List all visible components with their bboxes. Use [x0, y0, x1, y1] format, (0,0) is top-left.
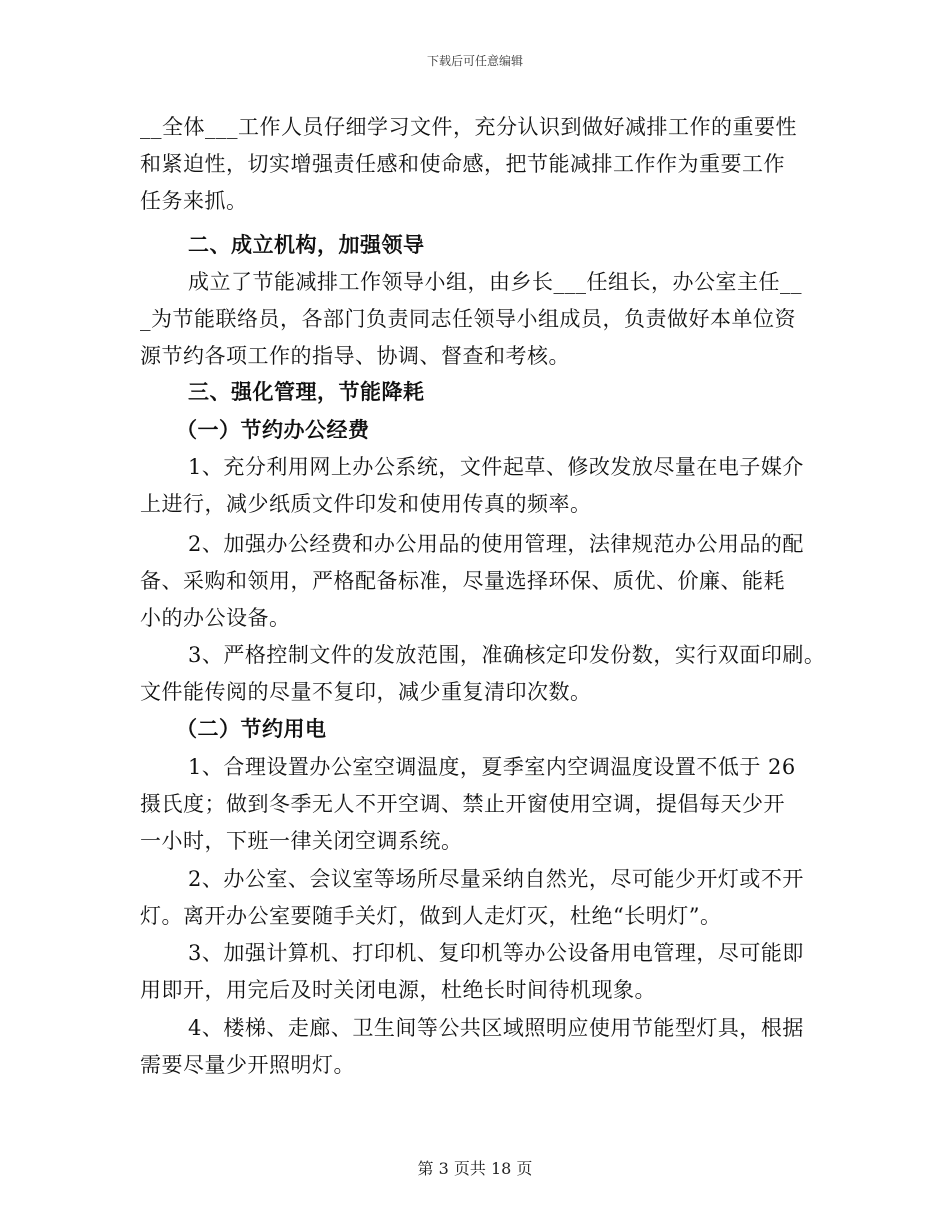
body-text-line: 1、充分利用网上办公系统，文件起草、修改发放尽量在电子媒介: [188, 455, 804, 479]
body-text-line: 源节约各项工作的指导、协调、督查和考核。: [140, 344, 570, 368]
body-text-line: 文件能传阅的尽量不复印，减少重复清印次数。: [140, 680, 592, 704]
body-text-line: 3、严格控制文件的发放范围，准确核定印发份数，实行双面印刷。: [188, 643, 826, 667]
body-text-line: 4、楼梯、走廊、卫生间等公共区域照明应使用节能型灯具，根据: [188, 1016, 804, 1040]
body-text-line: 需要尽量少开照明灯。: [140, 1053, 355, 1077]
body-text-line: 任务来抓。: [140, 189, 248, 213]
body-text-line: __全体___工作人员仔细学习文件，充分认识到做好减排工作的重要性: [140, 115, 797, 139]
body-text-line: 和紧迫性，切实增强责任感和使命感，把节能减排工作作为重要工作: [140, 152, 785, 176]
body-text-line: 一小时，下班一律关闭空调系统。: [140, 829, 463, 853]
body-text-line: 小的办公设备。: [140, 606, 291, 630]
page-footer: 第 3 页共 18 页: [417, 1159, 533, 1178]
body-text-line: 3、加强计算机、打印机、复印机等办公设备用电管理，尽可能即: [188, 941, 804, 965]
section-heading: （一）节约办公经费: [176, 417, 370, 442]
body-text-line: 灯。离开办公室要随手关灯，做到人走灯灭，杜绝“长明灯”。: [140, 904, 722, 928]
body-text-line: 2、办公室、会议室等场所尽量采纳自然光，尽可能少开灯或不开: [188, 867, 804, 891]
page-header: 下载后可任意编辑: [426, 54, 523, 68]
body-text-line: 摄氏度；做到冬季无人不开空调、禁止开窗使用空调，提倡每天少开: [140, 792, 785, 816]
body-text-line: 1、合理设置办公室空调温度，夏季室内空调温度设置不低于 26: [188, 755, 796, 779]
body-text-line: _为节能联络员，各部门负责同志任领导小组成员，负责做好本单位资: [140, 307, 796, 331]
body-text-line: 用即开，用完后及时关闭电源，杜绝长时间待机现象。: [140, 978, 656, 1002]
body-text-line: 成立了节能减排工作领导小组，由乡长___任组长，办公室主任__: [188, 270, 802, 294]
section-heading: 三、强化管理，节能降耗: [188, 379, 425, 404]
body-text-line: 上进行，减少纸质文件印发和使用传真的频率。: [140, 492, 592, 516]
section-heading: （二）节约用电: [176, 716, 327, 741]
section-heading: 二、成立机构，加强领导: [188, 232, 425, 257]
body-text-line: 备、采购和领用，严格配备标准，尽量选择环保、质优、价廉、能耗: [140, 569, 785, 593]
body-text-line: 2、加强办公经费和办公用品的使用管理，法律规范办公用品的配: [188, 532, 804, 556]
